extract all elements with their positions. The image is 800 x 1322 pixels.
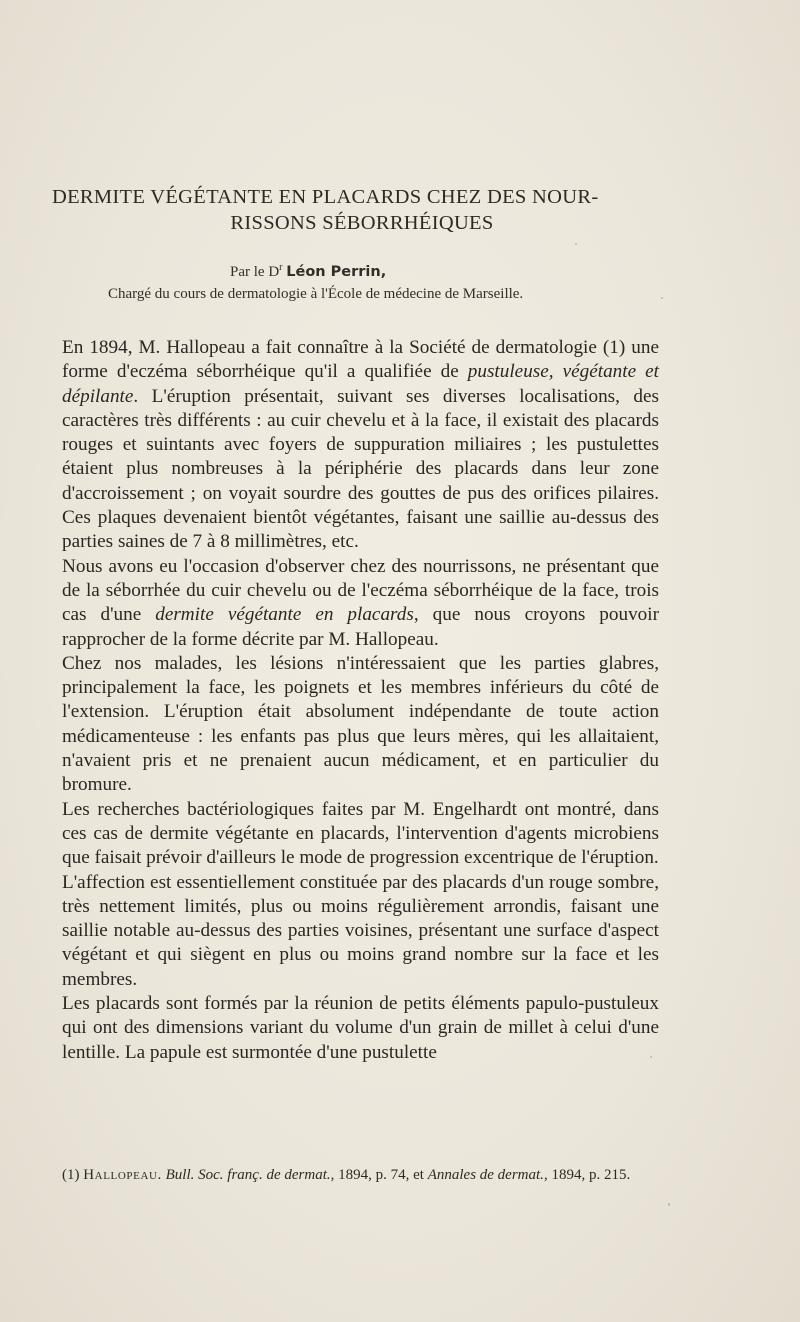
paragraph-text: . L'éruption présentait, suivant ses diverses localisations, des caractères très différents : au cuir chevelu et à la face, il existait des placards rouges et suintants avec foyers de suppuration miliaires ; les pustulettes étaient plus nombreuses à la périphérie des placards dans leur zone d'accroissement ; on voyait sourdre des gouttes de pus des orifices pilaires. Ces plaques devenaient bientôt végétantes, faisant une saillie au-dessus des parties saines de 7 à 8 millimètres, etc. — [62, 385, 659, 553]
paper-speck — [575, 243, 577, 245]
footnote — [62, 1164, 659, 1186]
body-paragraph — [62, 336, 659, 555]
article-title-line-2: RISSONS SÉBORRHÉIQUES — [230, 212, 494, 234]
author-affiliation: Chargé du cours de dermatologie à l'École de médecine de Marseille. — [108, 286, 524, 302]
footnote-journal-1: Bull. Soc. franç. de dermat. — [165, 1167, 331, 1183]
author-name: Léon Perrin, — [286, 264, 387, 280]
italic-phrase: dermite végétante en placards — [155, 604, 414, 626]
italic-phrase: pustuleuse, végétante et dépilante — [62, 361, 659, 407]
body-paragraph — [62, 871, 659, 992]
paper-speck — [661, 297, 663, 299]
author-prefix: Par le D — [230, 264, 280, 280]
footnote-end: , 1894, p. 215. — [543, 1167, 631, 1183]
body-paragraph — [62, 652, 659, 798]
paper-speck — [668, 1203, 670, 1206]
article-body — [62, 336, 659, 1065]
paragraph-text: Les placards sont formés par la réunion de petits éléments papulo-pustuleux qui ont des dimensions variant du volume d'un grain de millet à celui d'une lentille. La papule est surmontée d'une pustulette — [62, 993, 659, 1063]
footnote-mid: , 1894, p. 74, et — [330, 1167, 428, 1183]
footnote-journal-2: Annales de dermat. — [427, 1167, 544, 1183]
paragraph-text: L'affection est essentiellement constituée par des placards d'un rouge sombre, très nettement limités, plus ou moins régulièrement arrondis, faisant une saillie notable au-dessus des parties voisines, présentant une surface d'aspect végétant et qui siègent en plus ou moins grand nombre sur la face et les membres. — [62, 871, 659, 990]
paragraph-text: Nous avons eu l'occasion d'observer chez des nourrissons, ne présentant que de la séborrhée du cuir chevelu ou de l'eczéma séborrhéique de la face, trois cas d'une — [62, 555, 659, 626]
body-paragraph — [62, 555, 659, 652]
body-paragraph — [62, 798, 659, 871]
body-paragraph — [62, 992, 659, 1065]
paragraph-text: Les recherches bactériologiques faites par M. Engelhardt ont montré, dans ces cas de dermite végétante en placards, l'intervention d'agents microbiens que faisait prévoir d'ailleurs le mode de progression excentrique de l'éruption. — [62, 798, 659, 869]
paragraph-text: , que nous croyons pouvoir rapprocher de la forme décrite par M. Hallopeau. — [62, 604, 659, 650]
footnote-author: Hallopeau. — [83, 1167, 162, 1183]
paragraph-text: En 1894, M. Hallopeau a fait connaître à la Société de dermatologie (1) une forme d'eczéma séborrhéique qu'il a qualifiée de — [62, 337, 659, 383]
author-prefix-sup: r — [279, 262, 283, 273]
footnote-number: (1) — [62, 1167, 84, 1183]
paper-speck — [650, 1056, 652, 1058]
author-line — [230, 262, 670, 281]
article-title-line-1: DERMITE VÉGÉTANTE EN PLACARDS CHEZ DES NOUR- — [52, 186, 599, 208]
paragraph-text: Chez nos malades, les lésions n'intéressaient que les parties glabres, principalement la face, les poignets et les membres inférieurs du côté de l'extension. L'éruption était absolument indépendante de toute action médicamenteuse : les enfants pas plus que leurs mères, qui les allaitaient, n'avaient pris et ne prenaient aucun médicament, et en particulier du bromure. — [62, 652, 659, 796]
